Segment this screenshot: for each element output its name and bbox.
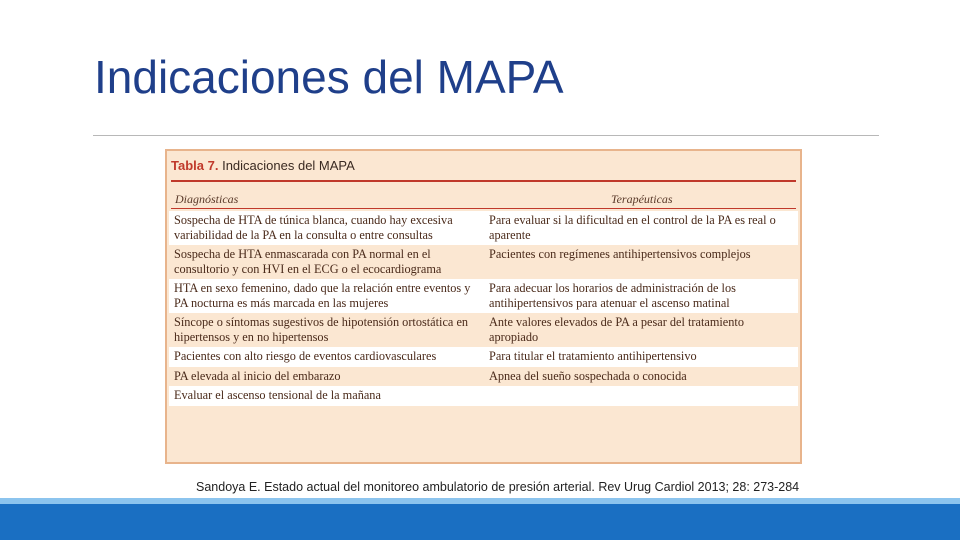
table-row bbox=[169, 347, 798, 367]
citation-text: Sandoya E. Estado actual del monitoreo ambulatorio de presión arterial. Rev Urug Cardiol 2013; 28: 273-284 bbox=[196, 480, 800, 494]
table-row bbox=[169, 245, 798, 279]
caption-divider bbox=[171, 180, 796, 182]
table-row bbox=[169, 313, 798, 347]
table-image bbox=[165, 149, 802, 464]
table-cell-terapeutica: Ante valores elevados de PA a pesar del tratamiento apropiado bbox=[489, 315, 744, 344]
table-cell-diagnostica: Sospecha de HTA de túnica blanca, cuando hay excesiva variabilidad de la PA en la consulta o entre consultas bbox=[174, 213, 453, 242]
table-caption-text: Indicaciones del MAPA bbox=[222, 158, 355, 173]
header-divider bbox=[171, 208, 796, 209]
table-caption-number: Tabla 7. bbox=[171, 158, 219, 173]
table-row bbox=[169, 279, 798, 313]
table-cell-terapeutica: Para evaluar si la dificultad en el control de la PA es real o aparente bbox=[483, 211, 798, 245]
table-row bbox=[169, 367, 798, 387]
column-header-diagnosticas: Diagnósticas bbox=[175, 192, 239, 206]
table-cell-terapeutica: Pacientes con regímenes antihipertensivos complejos bbox=[489, 247, 751, 261]
table-row bbox=[169, 211, 798, 245]
table-cell-diagnostica: Evaluar el ascenso tensional de la mañana bbox=[174, 388, 381, 402]
table-cell-diagnostica: Pacientes con alto riesgo de eventos cardiovasculares bbox=[174, 349, 437, 363]
table-cell-diagnostica: Sospecha de HTA enmascarada con PA normal en el consultorio y con HVI en el ECG o el ecocardiograma bbox=[174, 247, 442, 276]
table-cell-terapeutica: Para titular el tratamiento antihipertensivo bbox=[483, 347, 798, 367]
table-caption bbox=[171, 158, 355, 173]
table-cell-terapeutica: Para adecuar los horarios de administración de los antihipertensivos para atenuar el ascenso matinal bbox=[483, 279, 798, 313]
slide-title: Indicaciones del MAPA bbox=[94, 51, 564, 103]
table-row bbox=[169, 386, 798, 406]
table-cell-diagnostica: PA elevada al inicio del embarazo bbox=[174, 368, 341, 383]
table-cell-terapeutica bbox=[483, 386, 798, 406]
title-divider bbox=[93, 135, 879, 136]
table-cell-diagnostica: Síncope o síntomas sugestivos de hipotensión ortostática en hipertensos y en no hipertensos bbox=[174, 315, 469, 344]
table-cell-terapeutica: Apnea del sueño sospechada o conocida bbox=[489, 368, 687, 383]
table-body bbox=[169, 211, 798, 406]
footer-bar bbox=[0, 504, 960, 540]
table-cell-diagnostica: HTA en sexo femenino, dado que la relación entre eventos y PA nocturna es más marcada en las mujeres bbox=[174, 281, 471, 310]
column-header-terapeuticas: Terapéuticas bbox=[611, 192, 673, 206]
